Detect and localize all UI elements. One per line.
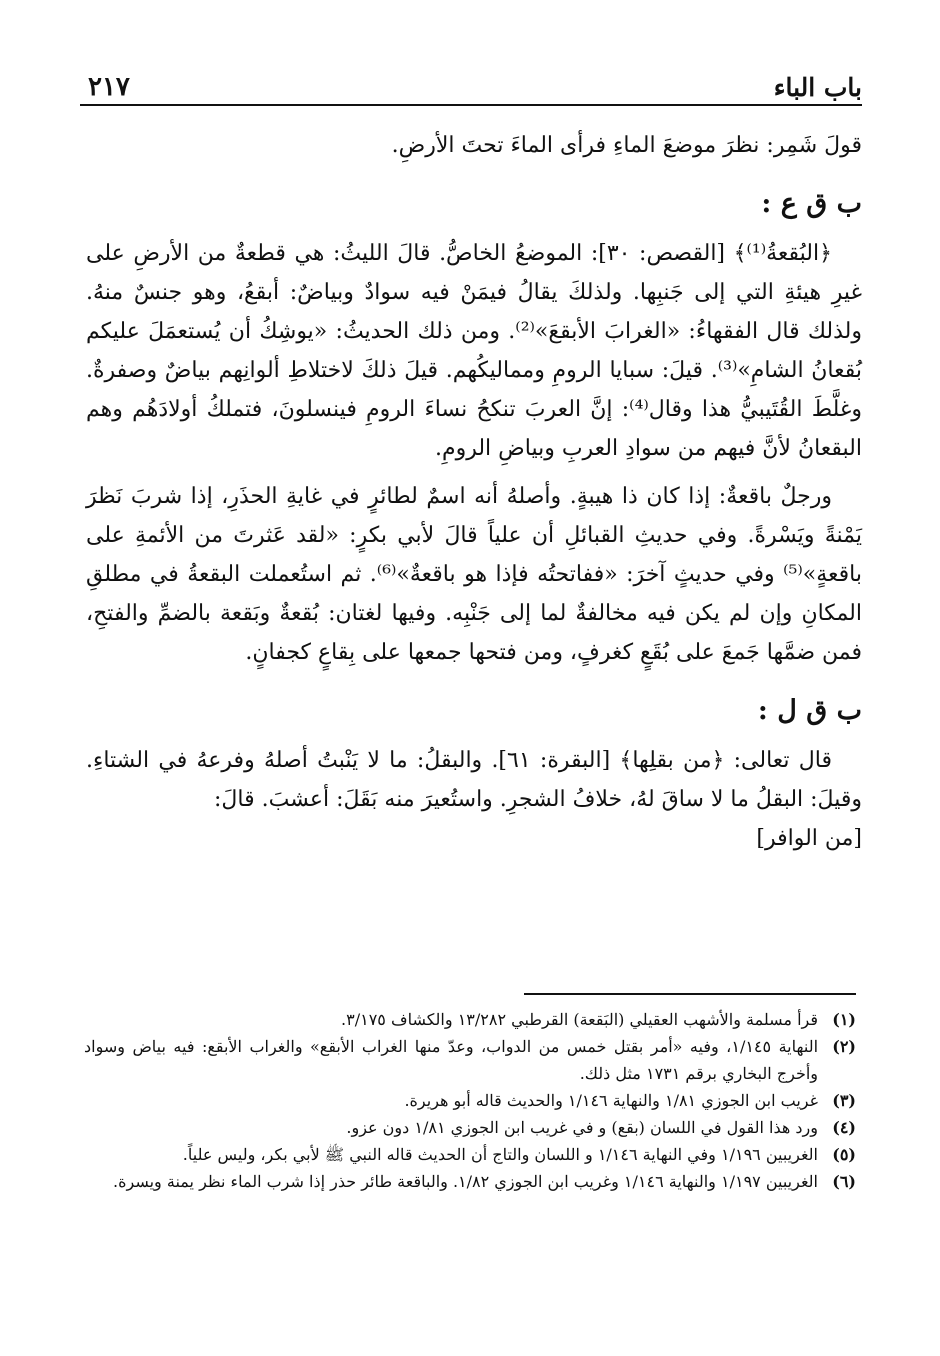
chapter-title: باب الباء [773,73,862,102]
footnote-item [84,1168,856,1195]
footnote-item [84,1114,856,1141]
footnote-text: النهاية ١/١٤٥، وفيه «أمر بقتل خمس من الدواب، وعدّ منها الغراب الأبقع» والغراب الأبقع: فيه بياض وسواد وأخرج البخاري برقم ١٧٣١ مثل ذلك. [84,1037,819,1083]
footnote-text: الغريبين ١/١٩٧ والنهاية ١/١٤٦ وغريب ابن الجوزي ١/٨٢. والباقعة طائر حذر إذا شرب الماء نظر يمنة ويسرة. [113,1172,818,1191]
main-text [86,126,862,858]
footnote-rule [524,993,856,995]
footnote-text: قرأ مسلمة والأشهب العقيلي (البَقعة) القرطبي ١٣/٢٨٢ والكشاف ٣/١٧٥. [341,1010,818,1029]
footnote-item [84,1033,856,1087]
page-number: ٢١٧ [88,72,130,102]
paragraph-baqia: ورجلٌ باقعةٌ: إذا كان ذا هيبةٍ. وأصلهُ أنه اسمٌ لطائرٍ في غايةِ الحذَرِ، إذا شربَ نَظرَ يَمْنةً ويَسْرةً. وفي حديثِ القبائلِ أن علياً قالَ لأبي بكرٍ: «لقد عَثرتَ من الأئمةِ على باقعةٍ»⁽⁵⁾ وفي حديثٍ آخرَ: «ففاتحتُه فإذا هو باقعةٌ»⁽⁶⁾. ثم استُعملت البقعةُ في مطلقِ المكانِ وإن لم يكن فيه مخالفةٌ لما إلى جَنْبِه. وفيها لغتان: بُقعةٌ وبَقعة بالضمِّ والفتحِ، فمن ضمَّها جَمعَ على بُقَعٍ كغرفٍ، ومن فتحها جمعها على بِقاعٍ كجفانٍ. [86,484,862,665]
footnote-text: ورد هذا القول في اللسان (بقع) و في غريب ابن الجوزي ١/٨١ دون عزو. [346,1118,818,1137]
paragraph-continuation: قولَ شَمِر: نظرَ موضعَ الماءِ فرأى الماءَ تحتَ الأرضِ. [391,133,862,158]
footnote-text: الغريبين ١/١٩٦ وفي النهاية ١/١٤٦ و اللسان والتاج أن الحديث قاله النبي ﷺ لأبي بكر، وليس علياً. [182,1145,818,1164]
entry-heading-bql: ب ق ل : [757,695,862,726]
footnote-item [84,1006,856,1033]
footnote-number: (٦) [832,1172,856,1191]
footnote-number: (٥) [832,1145,856,1164]
paragraph-buqa: ﴿البُقعةُ⁽¹⁾﴾ [القصص: ٣٠]: الموضعُ الخاصُّ. قالَ الليثُ: هي قطعةٌ من الأرضِ على غيرِ هيئةِ التي إلى جَنبِها. ولذلكَ يقالُ فيمَنْ فيه سوادٌ وبياضٌ: أبقعُ، وهو جنسٌ منهُ. ولذلك قال الفقهاءُ: «الغرابَ الأبقعَ»⁽²⁾. ومن ذلك الحديثُ: «يوشِكُ أن يُستعمَلَ عليكم بُقعانُ الشامِ»⁽³⁾. قيلَ: سبايا الرومِ ومماليكُهم. قيلَ ذلكَ لاختلاطِ ألوانِهم بياضٌ وصفرةٌ. وغلَّطَ القُتَيبيُّ هذا وقال⁽⁴⁾: إنَّ العربَ تنكحُ نساءَ الرومِ فينسلونَ، فتملكُ أولادَهُم وهم البقعانُ لأنَّ فيهم من سوادِ العربِ وبياضِ الرومِ. [86,241,863,461]
running-head [88,62,862,102]
footnote-item [84,1087,856,1114]
footnotes [84,1006,856,1195]
footnote-text: غريب ابن الجوزي ١/٨١ والنهاية ١/١٤٦ والحديث قاله أبو هريرة. [404,1091,818,1110]
header-rule [80,104,862,106]
footnote-number: (٤) [832,1118,856,1137]
paragraph-baql: قال تعالى: ﴿من بقلِها﴾ [البقرة: ٦١]. والبقلُ: ما لا يَنْبتُ أصلهُ وفرعهُ في الشتاءِ. وقيلَ: البقلُ ما لا ساقَ لهُ، خلافُ الشجرِ. واستُعيرَ منه بَقَلَ: أعشبَ. قالَ: [86,748,862,812]
footnote-number: (٣) [832,1091,856,1110]
entry-heading-bqa: ب ق ع : [761,188,862,219]
verse-meter-label: [من الوافر] [756,826,862,851]
footnote-number: (٢) [832,1037,856,1056]
footnote-item [84,1141,856,1168]
footnote-number: (١) [832,1010,856,1029]
